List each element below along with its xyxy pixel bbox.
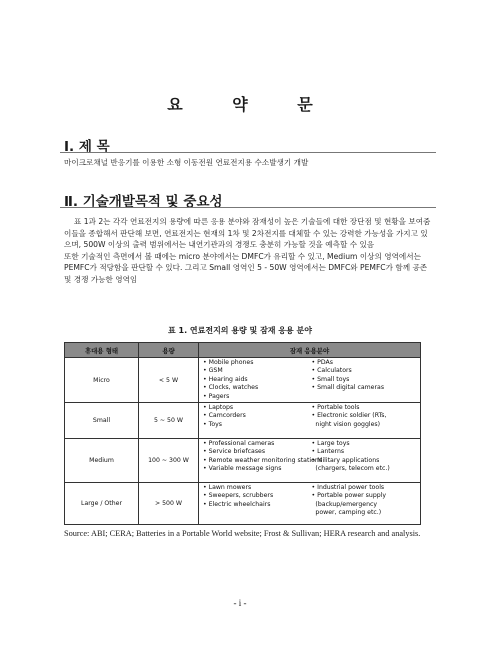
table-header-row: [65, 343, 421, 358]
header-portable-type: 휴대용 형태: [65, 343, 139, 358]
row-power: < 5 W: [139, 358, 199, 403]
application-item: • Small digital cameras: [311, 384, 385, 392]
application-item: • Military applications: [311, 456, 380, 464]
application-item: • Laptops: [203, 404, 234, 412]
section-1-heading: Ⅰ. 제 목: [64, 139, 110, 155]
application-item: • Variable message signs: [203, 465, 282, 473]
application-item: (backup/emergency: [311, 500, 378, 508]
application-item: • Clocks, watches: [203, 384, 259, 392]
application-item: • Electric wheelchairs: [203, 500, 271, 508]
table-row: [65, 483, 421, 525]
section-2-paragraph-2: 이들을 종합해서 판단해 보면, 연료전지는 현재의 1차 및 2차전지를 대체할 수 있는 강력한 가능성을 가지고 있으며, 500W 이상의 출력 범위에서는 내연기관과의 경쟁도 충분히 가능할 것을 예측할 수 있음: [64, 228, 428, 250]
application-item: • Small toys: [311, 375, 350, 383]
header-capacity: 용량: [139, 343, 199, 358]
row-category: Large / Other: [65, 483, 139, 525]
row-power: 5 ~ 50 W: [139, 403, 199, 439]
application-column: [203, 440, 323, 474]
table-row: [65, 358, 421, 403]
application-item: • Large toys: [311, 440, 350, 448]
section-2-paragraph-3: 또한 기술적인 측면에서 볼 때에는 micro 분야에서는 DMFC가 유리할 수 있고, Medium 이상의 영역에서는 PEMFC가 적당함을 판단할 수 있다. 그리고 Small 영역인 5 - 50W 영역에서는 DMFC와 PEMFC가 함께 공존 및 경쟁 가능한 영역임: [64, 251, 428, 284]
application-item: power, camping etc.): [311, 509, 382, 517]
row-applications: [199, 403, 421, 439]
row-category: Micro: [65, 358, 139, 403]
application-item: • Service briefcases: [203, 448, 266, 456]
application-column: [312, 359, 421, 401]
row-power: 100 ~ 300 W: [139, 439, 199, 483]
application-item: • Calculators: [311, 367, 352, 375]
section-1-divider: [60, 152, 436, 153]
application-item: • Lawn mowers: [203, 484, 252, 492]
row-applications: [199, 439, 421, 483]
application-column: [312, 440, 421, 474]
page-number: - i -: [233, 598, 247, 608]
application-item: • Sweepers, scrubbers: [203, 492, 274, 500]
row-category: Small: [65, 403, 139, 439]
source-note: Source: ABI; CERA; Batteries in a Portable World website; Frost & Sullivan; HERA research and analysis.: [64, 529, 421, 538]
application-item: • Remote weather monitoring stations: [203, 456, 323, 464]
application-item: • Pagers: [203, 392, 230, 400]
application-item: • Electronic soldier (RTs,: [311, 412, 387, 420]
application-item: • Lanterns: [311, 448, 345, 456]
application-item: night vision goggles): [311, 420, 381, 428]
section-2-divider: [60, 207, 436, 208]
section-2-heading: Ⅱ. 기술개발목적 및 중요성: [64, 194, 223, 210]
application-column: [203, 359, 312, 401]
application-column: [312, 404, 421, 429]
section-2-body: [64, 216, 434, 286]
row-power: > 500 W: [139, 483, 199, 525]
application-item: • Professional cameras: [203, 440, 275, 448]
application-column: [203, 484, 312, 518]
application-column: [312, 484, 421, 518]
row-category: Medium: [65, 439, 139, 483]
application-column: [203, 404, 312, 429]
application-item: • Camcorders: [203, 412, 246, 420]
application-item: • Toys: [203, 420, 223, 428]
application-item: (chargers, telecom etc.): [311, 465, 390, 473]
page-title: 요 약 문: [167, 95, 335, 114]
fuel-cell-application-table: [64, 342, 421, 525]
application-item: • Portable power supply: [311, 492, 387, 500]
section-1-text: [64, 157, 434, 169]
row-applications: [199, 483, 421, 525]
application-item: • Hearing aids: [203, 375, 248, 383]
application-item: • PDAs: [311, 359, 333, 366]
header-potential-applications: 잠재 응용분야: [199, 343, 421, 358]
application-item: • Industrial power tools: [311, 484, 385, 492]
row-applications: [199, 358, 421, 403]
table-row: [65, 439, 421, 483]
table-caption: 표 1. 연료전지의 용량 및 잠재 응용 분야: [167, 326, 313, 335]
section-2-paragraph-1: 표 1과 2는 각각 연료전지의 용량에 따른 응용 분야와 잠재성이 높은 기술들에 대한 장단점 및 현황을 보여줌: [74, 217, 431, 226]
application-item: • Mobile phones: [203, 359, 254, 366]
application-item: • Portable tools: [311, 404, 360, 412]
section-1-paragraph: 마이크로채널 반응기를 이용한 소형 이동전원 연료전지용 수소발생기 개발: [64, 158, 309, 167]
application-item: • GSM: [203, 367, 223, 375]
table-row: [65, 403, 421, 439]
